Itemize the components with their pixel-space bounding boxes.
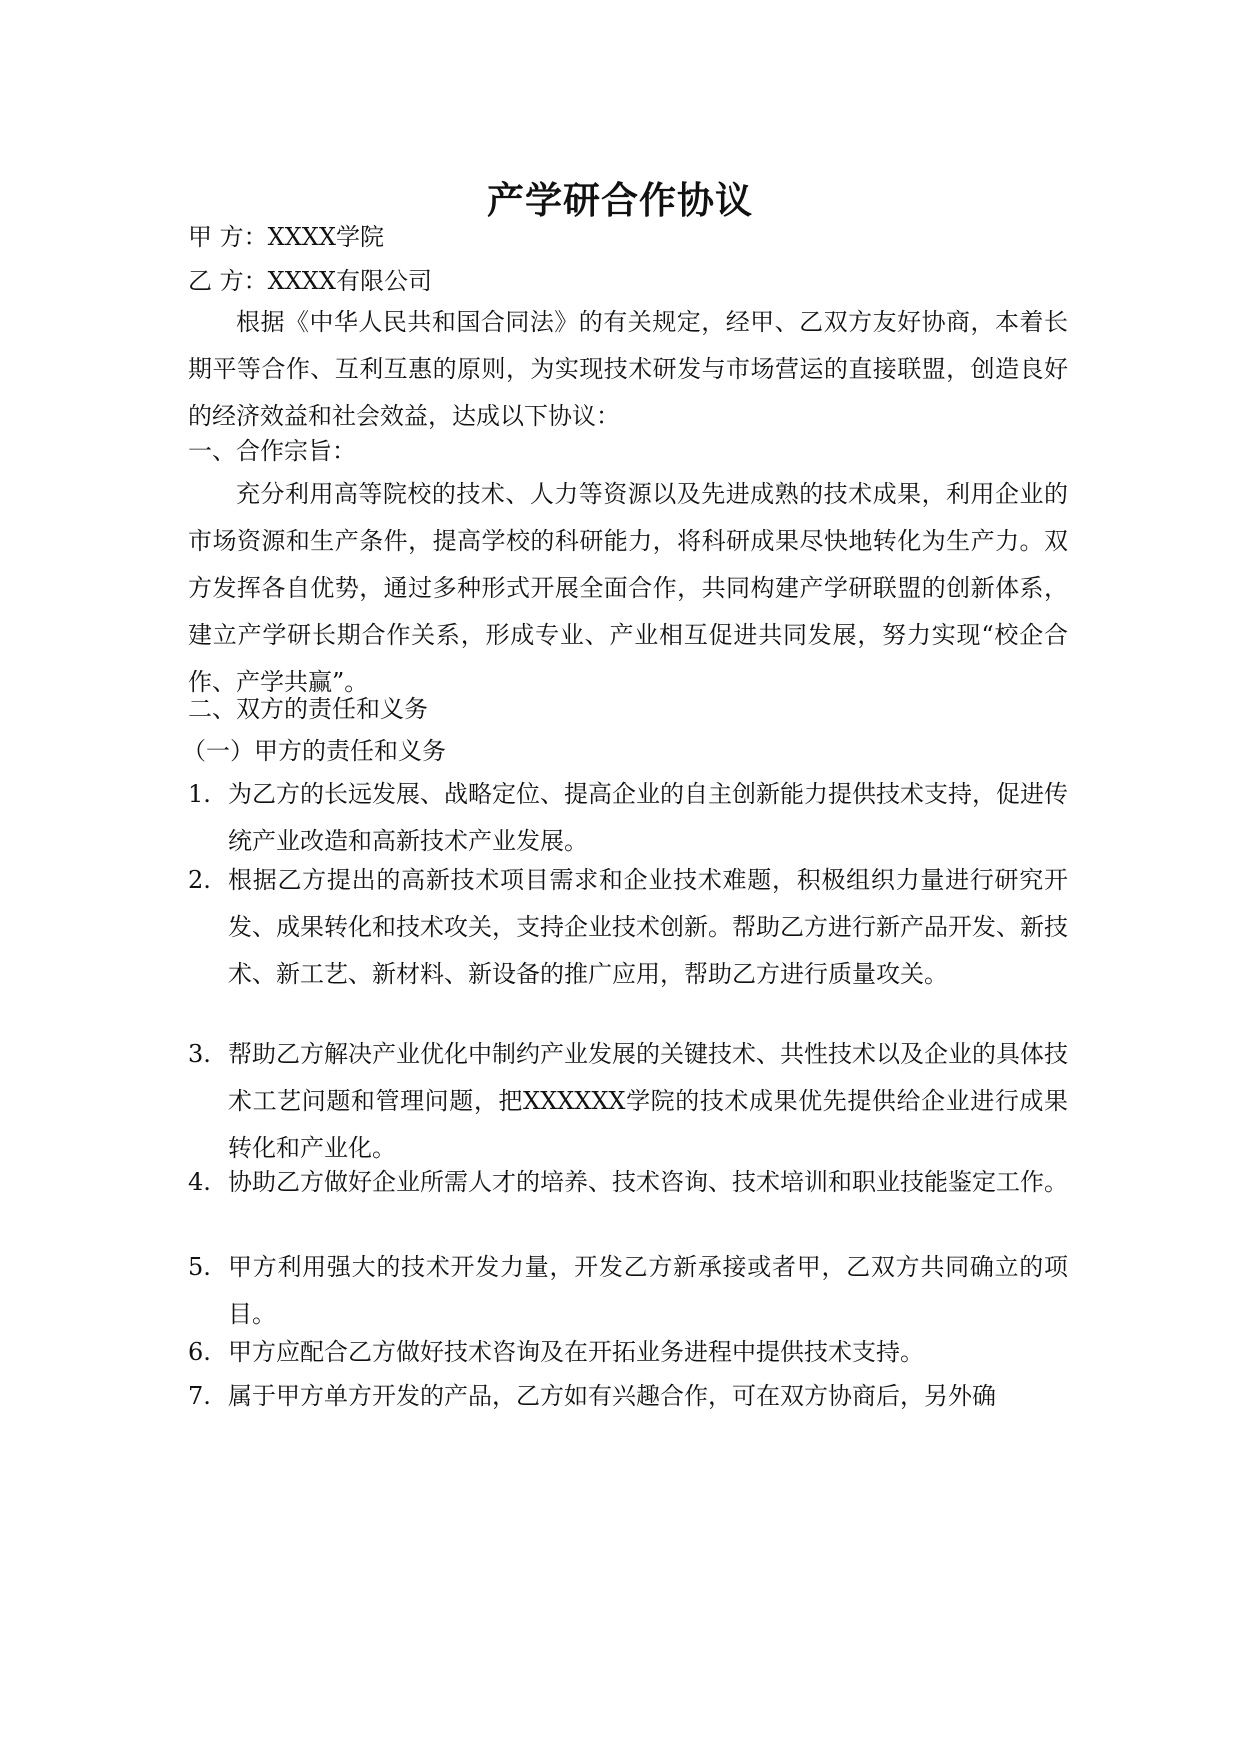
section-1-heading: 一、合作宗旨： — [188, 437, 356, 465]
list-item-text: 为乙方的长远发展、战略定位、提高企业的自主创新能力提供技术支持，促进传统产业改造和高新技术产业发展。 — [228, 780, 1068, 855]
list-item — [188, 1159, 1068, 1206]
section-1-body: 充分利用高等院校的技术、人力等资源以及先进成熟的技术成果，利用企业的市场资源和生产条件，提高学校的科研能力，将科研成果尽快地转化为生产力。双方发挥各自优势，通过多种形式开展全面合作，共同构建产学研联盟的创新体系，建立产学研长期合作关系，形成专业、产业相互促进共同发展，努力实现“校企合作、产学共赢”。 — [188, 480, 1068, 696]
list-item — [188, 1329, 1068, 1376]
list-item — [188, 771, 1068, 865]
list-item-text: 帮助乙方解决产业优化中制约产业发展的关键技术、共性技术以及企业的具体技术工艺问题和管理问题，把XXXXXX学院的技术成果优先提供给企业进行成果转化和产业化。 — [228, 1040, 1068, 1162]
list-item-number: 4. — [188, 1168, 211, 1196]
subsection-1-heading: （一）甲方的责任和义务 — [182, 737, 446, 765]
preamble-paragraph: 根据《中华人民共和国合同法》的有关规定，经甲、乙双方友好协商，本着长期平等合作、互利互惠的原则，为实现技术研发与市场营运的直接联盟，创造良好的经济效益和社会效益，达成以下协议： — [188, 308, 1068, 430]
list-item — [188, 1244, 1068, 1338]
list-item-number: 2. — [188, 866, 211, 894]
party-b-line: 乙 方：XXXX有限公司 — [188, 267, 432, 295]
list-item-number: 7. — [188, 1382, 211, 1410]
document-title: 产学研合作协议 — [487, 178, 753, 222]
list-item — [188, 1031, 1068, 1172]
section-2-heading: 二、双方的责任和义务 — [188, 695, 428, 723]
list-item-number: 3. — [188, 1040, 211, 1068]
list-item-number: 1. — [188, 780, 211, 808]
list-item — [188, 1373, 1068, 1420]
list-item-text: 甲方利用强大的技术开发力量，开发乙方新承接或者甲，乙双方共同确立的项目。 — [228, 1253, 1068, 1328]
party-a-line: 甲 方：XXXX学院 — [188, 223, 384, 251]
list-item-number: 5. — [188, 1253, 211, 1281]
list-item-text: 协助乙方做好企业所需人才的培养、技术咨询、技术培训和职业技能鉴定工作。 — [228, 1168, 1068, 1196]
list-item-text: 根据乙方提出的高新技术项目需求和企业技术难题，积极组织力量进行研究开发、成果转化和技术攻关，支持企业技术创新。帮助乙方进行新产品开发、新技术、新工艺、新材料、新设备的推广应用，帮助乙方进行质量攻关。 — [228, 866, 1068, 988]
list-item-text: 甲方应配合乙方做好技术咨询及在开拓业务进程中提供技术支持。 — [228, 1338, 924, 1366]
list-item-number: 6. — [188, 1338, 211, 1366]
list-item — [188, 857, 1068, 998]
list-item-text: 属于甲方单方开发的产品，乙方如有兴趣合作，可在双方协商后，另外确 — [228, 1382, 996, 1410]
